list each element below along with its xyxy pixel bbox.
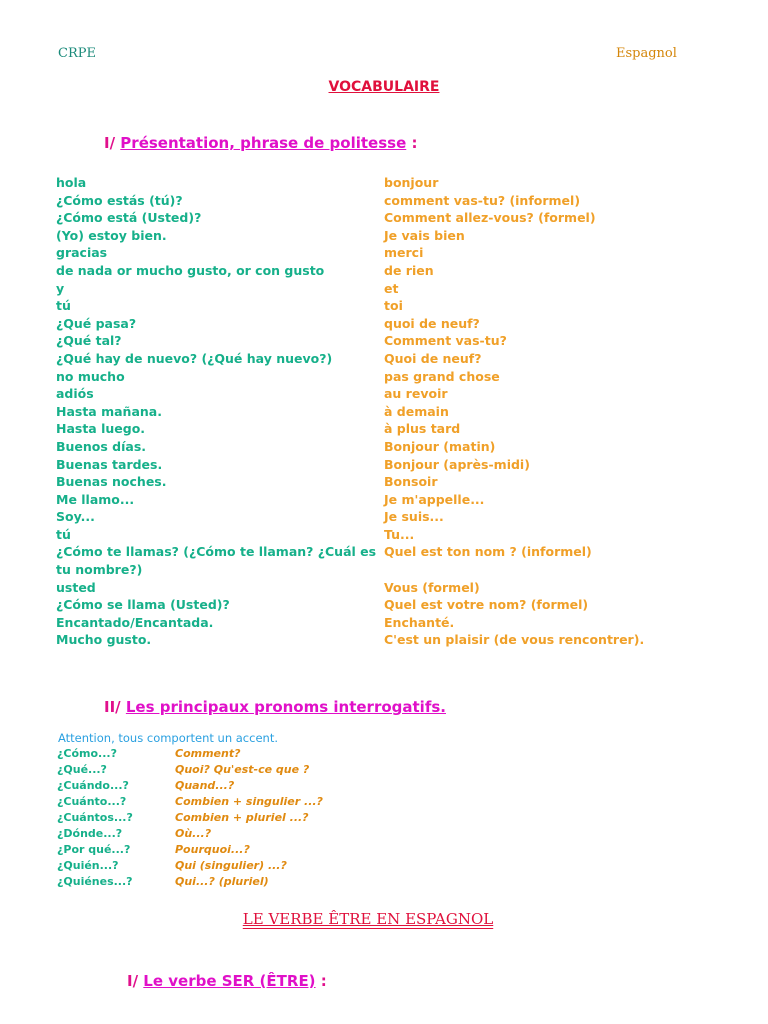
vocab-french: au revoir xyxy=(384,386,448,402)
vocab-french: à demain xyxy=(384,403,449,419)
interrogative-spanish: ¿Cuántos...? xyxy=(57,811,133,824)
vocab-spanish: ¿Qué tal? xyxy=(56,333,122,349)
vocab-row xyxy=(56,579,696,597)
interrogative-french: Quoi? Qu'est-ce que ? xyxy=(175,763,310,776)
vocab-spanish: ¿Cómo te llamas? (¿Cómo te llaman? ¿Cuál es tu nombre?) xyxy=(56,544,377,578)
section-2-heading xyxy=(104,698,446,716)
vocabulary-table xyxy=(56,174,696,649)
interrogative-spanish: ¿Cuándo...? xyxy=(57,779,129,792)
vocab-french: merci xyxy=(384,245,424,261)
page-title-text: VOCABULAIRE xyxy=(328,79,440,95)
vocab-row xyxy=(56,403,696,421)
vocab-row xyxy=(56,209,696,227)
interrogative-french: Qui (singulier) ...? xyxy=(175,859,287,872)
vocab-spanish: Soy... xyxy=(56,509,95,525)
header-right: Espagnol xyxy=(616,46,677,61)
vocab-spanish: Buenas tardes. xyxy=(56,456,163,472)
vocab-spanish: Encantado/Encantada. xyxy=(56,614,214,630)
vocab-spanish: gracias xyxy=(56,245,108,261)
vocab-spanish: Hasta luego. xyxy=(56,421,146,437)
vocab-french: Bonjour (matin) xyxy=(384,438,496,454)
vocab-row xyxy=(56,315,696,333)
vocab-spanish: hola xyxy=(56,175,87,190)
vocab-row xyxy=(56,174,696,192)
vocab-french: Tu... xyxy=(384,526,415,542)
vocab-row xyxy=(56,420,696,438)
vocab-row xyxy=(56,526,696,544)
vocab-spanish: y xyxy=(56,280,65,296)
section-3-number: I/ xyxy=(127,972,139,990)
vocab-french: Quel est votre nom? (formel) xyxy=(384,597,589,613)
header-left: CRPE xyxy=(58,46,96,61)
interrogative-french: Combien + pluriel ...? xyxy=(175,811,309,824)
interrogative-row xyxy=(57,874,323,890)
vocab-french: bonjour xyxy=(384,175,439,190)
vocab-row xyxy=(56,614,696,632)
attention-note: Attention, tous comportent un accent. xyxy=(58,731,278,745)
vocab-spanish: Hasta mañana. xyxy=(56,403,162,419)
vocab-row xyxy=(56,508,696,526)
vocab-french: C'est un plaisir (de vous rencontrer). xyxy=(384,632,645,648)
interrogative-row xyxy=(57,810,323,826)
vocab-spanish: ¿Cómo se llama (Usted)? xyxy=(56,597,230,613)
vocab-row xyxy=(56,385,696,403)
vocab-spanish: Me llamo... xyxy=(56,491,135,507)
vocab-french: Comment vas-tu? xyxy=(384,333,507,349)
interrogative-spanish: ¿Dónde...? xyxy=(57,827,123,840)
vocab-french: comment vas-tu? (informel) xyxy=(384,192,581,208)
interrogative-row xyxy=(57,778,323,794)
vocab-spanish: tú xyxy=(56,526,71,542)
vocab-french: Quoi de neuf? xyxy=(384,350,482,366)
interrogative-row xyxy=(57,858,323,874)
vocab-spanish: ¿Qué hay de nuevo? (¿Qué hay nuevo?) xyxy=(56,350,333,366)
interrogative-spanish: ¿Qué...? xyxy=(57,763,107,776)
section-3-heading xyxy=(127,972,327,990)
vocab-french: et xyxy=(384,280,399,296)
vocab-french: Enchanté. xyxy=(384,614,455,630)
vocab-french: toi xyxy=(384,298,403,314)
section-2-number: II/ xyxy=(104,698,121,716)
vocab-french: Comment allez-vous? (formel) xyxy=(384,210,596,226)
vocab-spanish: ¿Qué pasa? xyxy=(56,315,137,331)
interrogative-spanish: ¿Quién...? xyxy=(57,859,119,872)
vocab-french: Je suis... xyxy=(384,509,444,525)
vocab-spanish: (Yo) estoy bien. xyxy=(56,227,167,243)
vocab-row xyxy=(56,596,696,614)
vocab-row xyxy=(56,227,696,245)
vocab-french: de rien xyxy=(384,262,434,278)
vocab-spanish: tú xyxy=(56,298,71,314)
section-1-colon: : xyxy=(411,134,418,152)
vocab-spanish: adiós xyxy=(56,386,94,402)
vocab-french: Bonjour (après-midi) xyxy=(384,456,530,472)
interrogative-row xyxy=(57,762,323,778)
interrogative-french: Quand...? xyxy=(175,779,235,792)
vocab-row xyxy=(56,368,696,386)
vocab-row xyxy=(56,438,696,456)
vocab-french: pas grand chose xyxy=(384,368,500,384)
vocab-row xyxy=(56,491,696,509)
interrogative-french: Qui...? (pluriel) xyxy=(175,875,269,888)
verb-section-title: LE VERBE ÊTRE EN ESPAGNOL xyxy=(242,910,494,928)
vocab-spanish: no mucho xyxy=(56,368,125,384)
vocab-spanish: Buenas noches. xyxy=(56,474,167,490)
vocab-row xyxy=(56,244,696,262)
interrogative-row xyxy=(57,746,323,762)
section-1-number: I/ xyxy=(104,134,116,152)
interrogatives-table xyxy=(57,746,323,890)
interrogative-row xyxy=(57,826,323,842)
vocab-spanish: Buenos días. xyxy=(56,438,147,454)
vocab-row xyxy=(56,350,696,368)
vocab-row xyxy=(56,297,696,315)
vocab-french: Je m'appelle... xyxy=(384,491,485,507)
interrogative-row xyxy=(57,794,323,810)
section-3-colon: : xyxy=(320,972,327,990)
vocab-row xyxy=(56,631,696,649)
section-1-heading xyxy=(104,134,417,152)
vocab-french: Bonsoir xyxy=(384,474,438,490)
vocab-spanish: usted xyxy=(56,579,96,595)
vocab-row xyxy=(56,262,696,280)
section-1-label: Présentation, phrase de politesse xyxy=(120,134,407,152)
vocab-row xyxy=(56,332,696,350)
interrogative-spanish: ¿Cuánto...? xyxy=(57,795,127,808)
section-3-label: Le verbe SER (ÊTRE) xyxy=(143,972,316,990)
vocab-french: quoi de neuf? xyxy=(384,315,480,331)
interrogative-spanish: ¿Cómo...? xyxy=(57,747,117,760)
vocab-row xyxy=(56,280,696,298)
interrogative-french: Combien + singulier ...? xyxy=(175,795,323,808)
vocab-row xyxy=(56,456,696,474)
vocab-french: à plus tard xyxy=(384,421,461,437)
vocab-spanish: ¿Cómo está (Usted)? xyxy=(56,210,202,226)
interrogative-french: Où...? xyxy=(175,827,212,840)
vocab-row xyxy=(56,473,696,491)
vocab-row xyxy=(56,192,696,210)
vocab-french: Vous (formel) xyxy=(384,579,480,595)
interrogative-spanish: ¿Quiénes...? xyxy=(57,875,133,888)
interrogative-french: Pourquoi...? xyxy=(175,843,250,856)
interrogative-french: Comment? xyxy=(175,747,241,760)
vocab-french: Je vais bien xyxy=(384,227,465,243)
vocab-row xyxy=(56,543,696,578)
interrogative-spanish: ¿Por qué...? xyxy=(57,843,131,856)
vocab-spanish: ¿Cómo estás (tú)? xyxy=(56,192,183,208)
section-2-label: Les principaux pronoms interrogatifs. xyxy=(125,698,446,716)
page-title xyxy=(0,79,768,95)
interrogative-row xyxy=(57,842,323,858)
vocab-spanish: Mucho gusto. xyxy=(56,632,152,648)
vocab-spanish: de nada or mucho gusto, or con gusto xyxy=(56,262,325,278)
vocab-french: Quel est ton nom ? (informel) xyxy=(384,544,592,560)
